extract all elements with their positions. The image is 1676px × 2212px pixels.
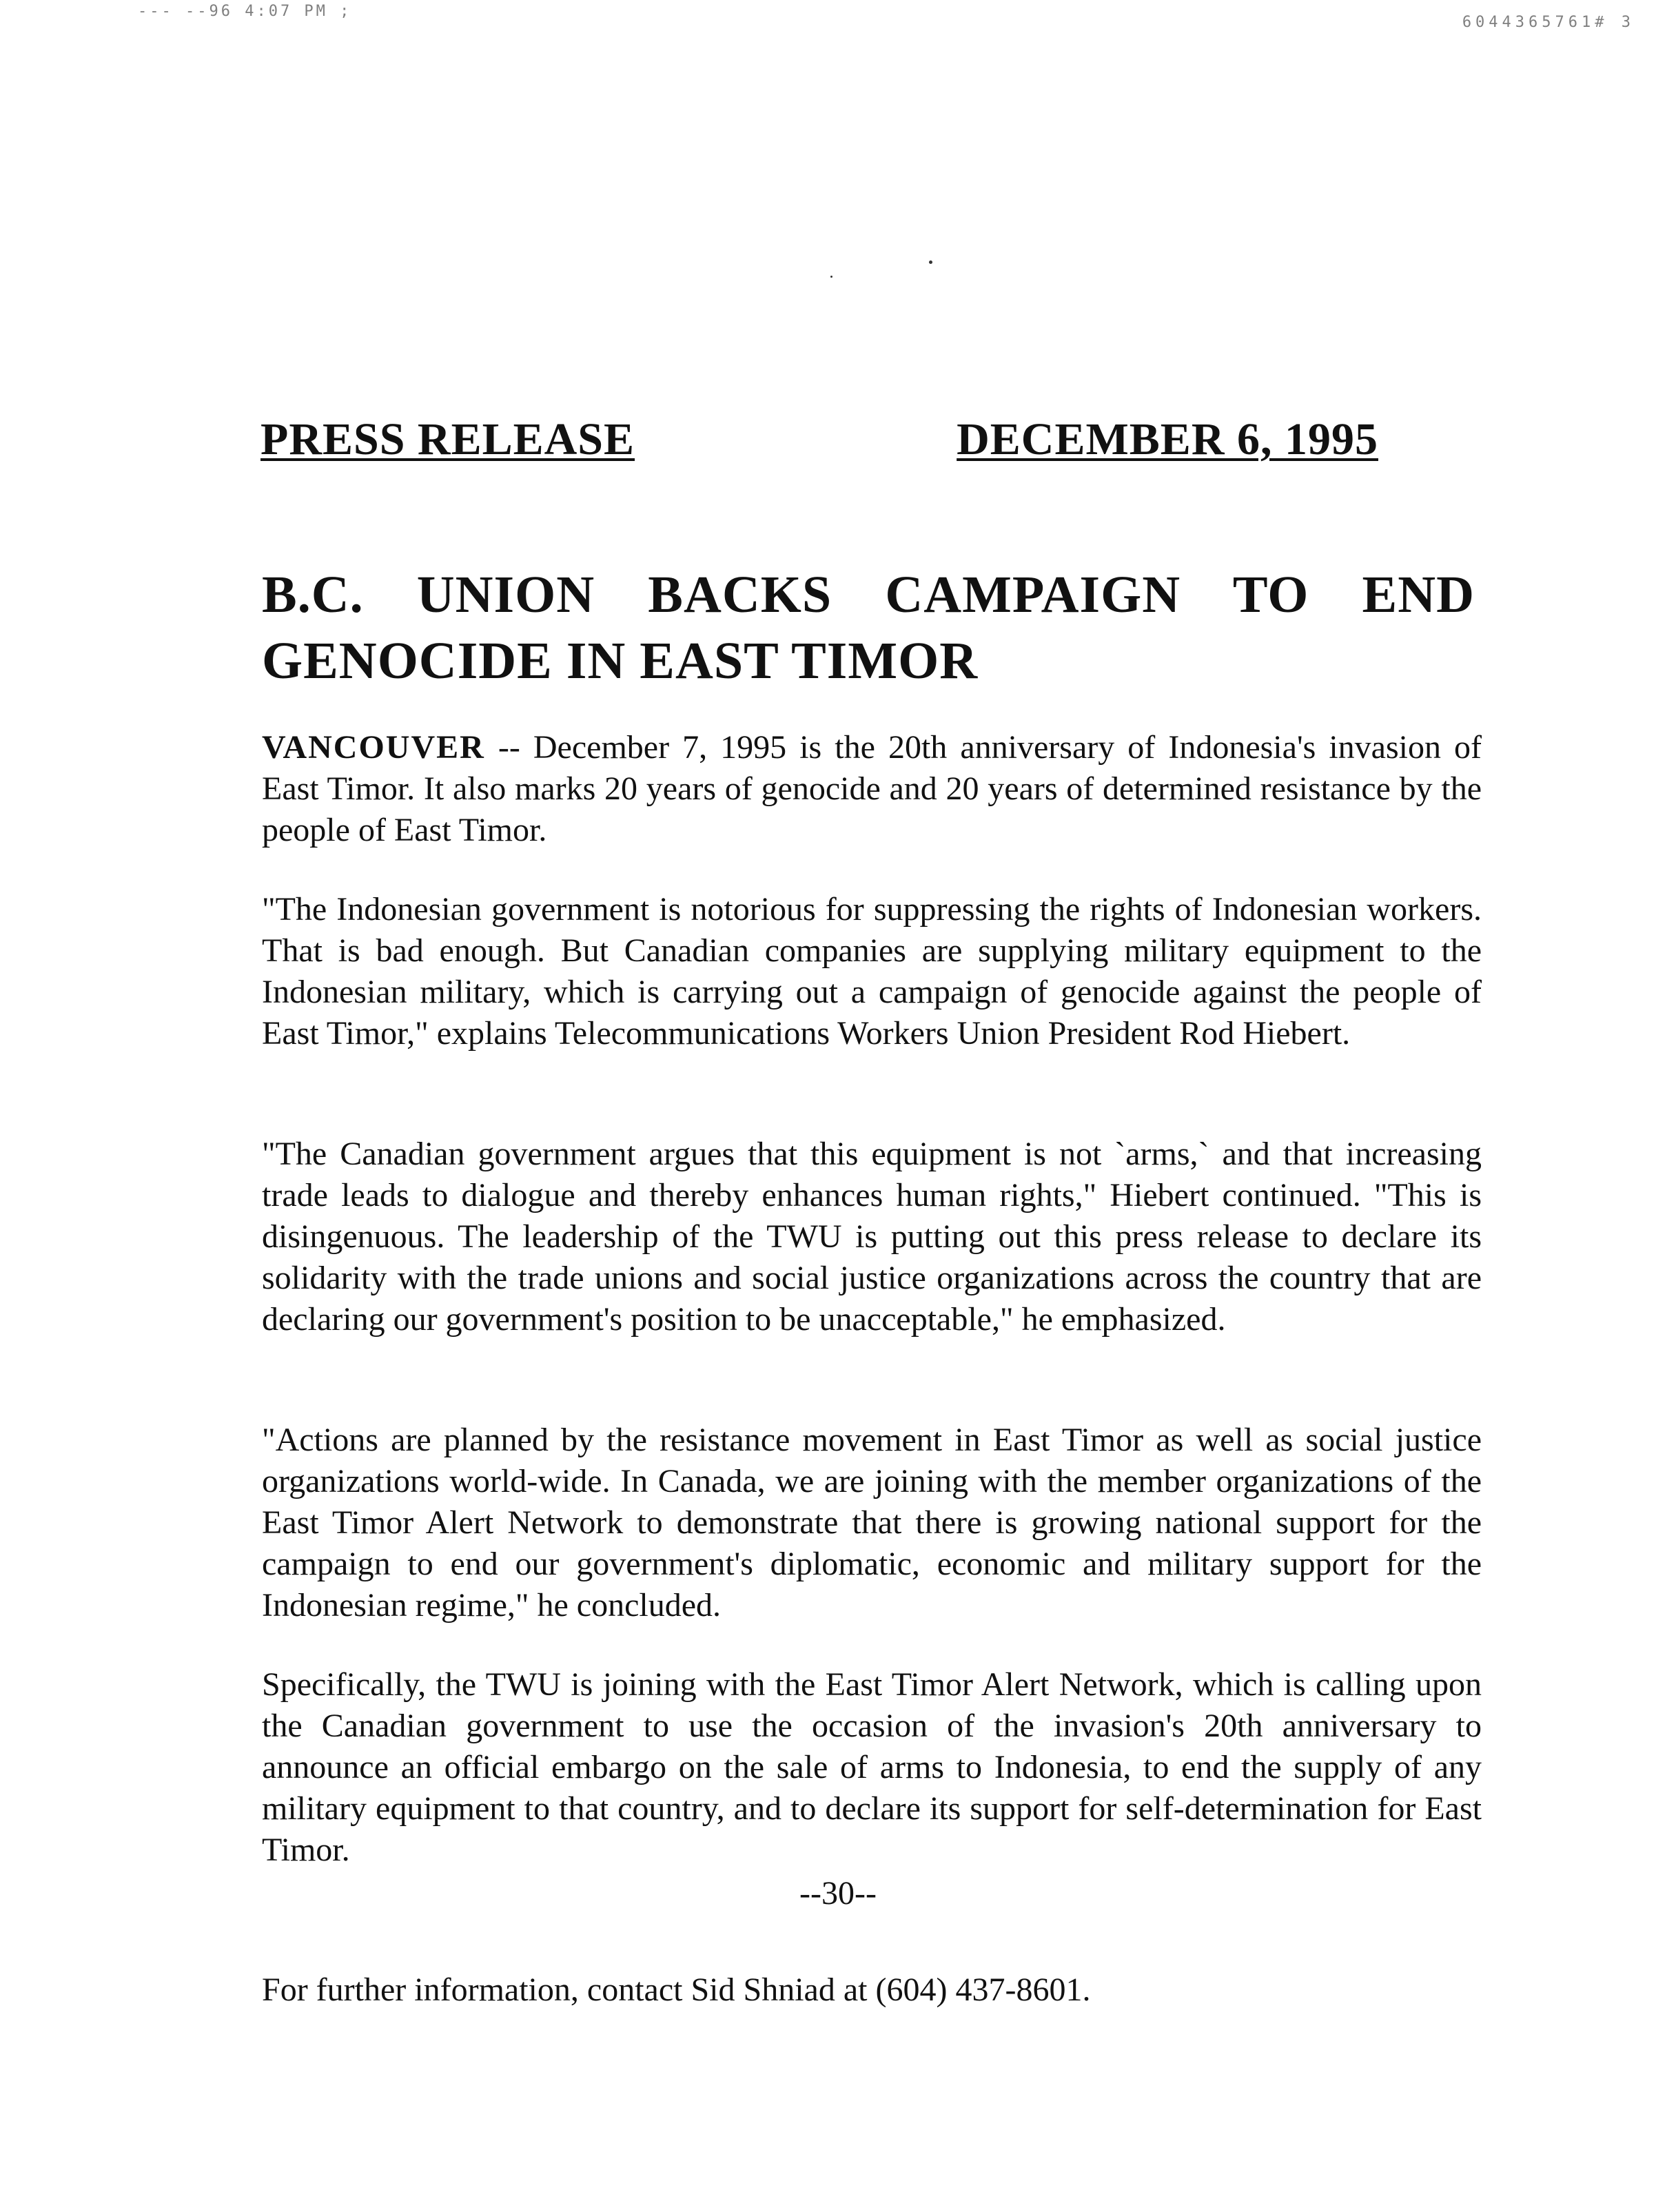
paragraph-3: "The Canadian government argues that this equipment is not `arms,` and that increasing trade leads to dialogue and thereby enhances human rights," Hiebert continued. "This is disingenuous. The leadership of the TWU is putting out this press release to declare its solidarity with the trade unions and social justice organizations across the country that are declaring our government's position to be unacceptable," he emphasized. xyxy=(262,1136,1482,1338)
end-mark: --30-- xyxy=(799,1875,877,1912)
dateline: VANCOUVER xyxy=(262,729,485,766)
paragraph-5: Specifically, the TWU is joining with the East Timor Alert Network, which is calling upon the Canadian government to use the occasion of the invasion's 20th anniversary to announce an official embargo on the sale of arms to Indonesia, to end the supply of any military equipment to that country, and to declare its support for self-determination for East Timor. xyxy=(262,1666,1482,1868)
scan-speck xyxy=(830,276,832,278)
paragraph-1-text: -- December 7, 1995 is the 20th anniversary of Indonesia's invasion of East Timor. It also marks 20 years of genocide and 20 years of determined resistance by the people of East Timor. xyxy=(262,729,1482,848)
release-header xyxy=(260,413,1378,466)
paragraph-1 xyxy=(262,727,1482,851)
headline: B.C. UNION BACKS CAMPAIGN TO END GENOCIDE IN EAST TIMOR xyxy=(262,566,1475,690)
paragraph-4: "Actions are planned by the resistance movement in East Timor as well as social justice organizations world-wide. In Canada, we are joining with the member organizations of the East Timor Alert Network to demonstrate that there is growing national support for the campaign to end our government's diplomatic, economic and military support for the Indonesian regime," he concluded. xyxy=(262,1422,1482,1624)
fax-header-right: 6044365761# 3 xyxy=(1462,14,1635,31)
release-date: DECEMBER 6, 1995 xyxy=(957,414,1378,464)
fax-header-left: --- --96 4:07 PM ; xyxy=(138,3,352,20)
paragraph-2: "The Indonesian government is notorious for suppressing the rights of Indonesian workers. That is bad enough. But Canadian companies are supplying military equipment to the Indonesian military, which is carrying out a campaign of genocide against the people of East Timor," explains Telecommunications Workers Union President Rod Hiebert. xyxy=(262,891,1482,1052)
scan-speck xyxy=(929,260,932,264)
press-release-label: PRESS RELEASE xyxy=(260,414,635,464)
contact-line: For further information, contact Sid Shniad at (604) 437-8601. xyxy=(262,1972,1091,2008)
